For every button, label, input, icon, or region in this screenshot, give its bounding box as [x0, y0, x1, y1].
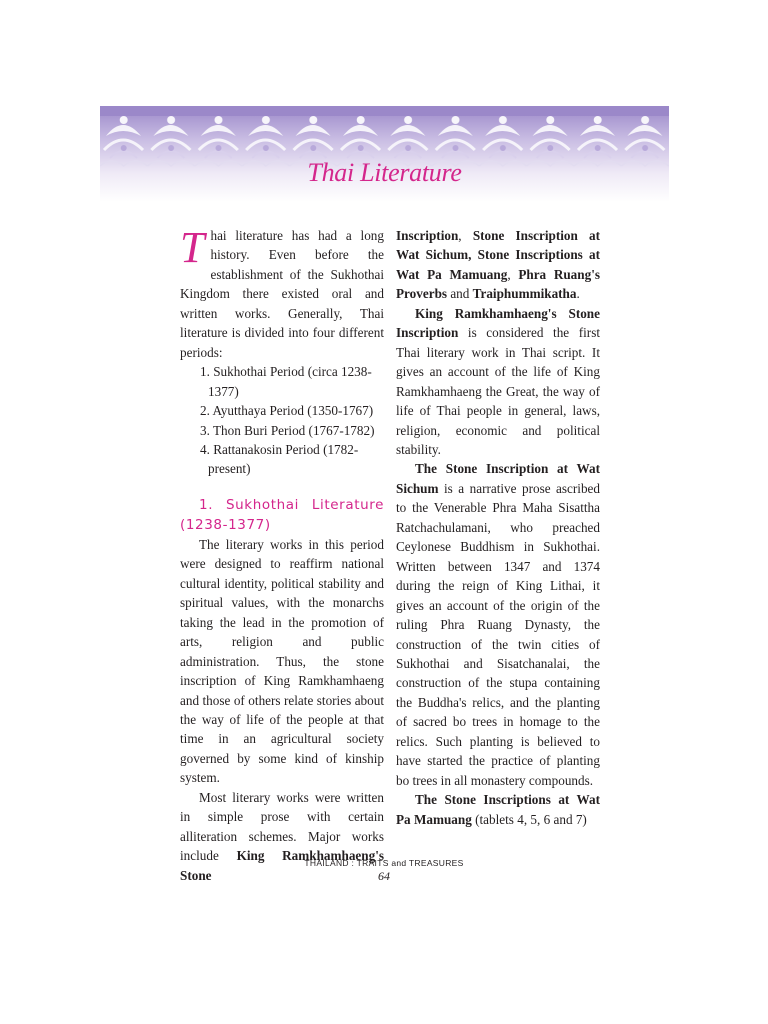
paragraph — [396, 226, 600, 304]
paragraph — [396, 790, 600, 829]
paragraph-text: , — [507, 266, 519, 282]
paragraph — [396, 459, 600, 790]
list-item: 3. Thon Buri Period (1767-1782) — [200, 422, 375, 438]
paragraph — [396, 304, 600, 460]
bold-title: The Stone Inscription at Wat Sichum — [396, 461, 600, 496]
paragraph-text: is a narrative prose ascribed to the Venerable Phra Maha Sisattha Ratchachulamani, who preached Ceylonese Buddhism in Sukhothai. Written between 1347 and 1374 during the reign of King Lithai, it gives an account of the origin of the ruling Phra Ruang Dynasty, the construction of the twin cities of Sukhothai and Sisatchanalai, the construction of the stupa containing the Buddha's relics, and the planting of sacred bo trees in homage to the relics. Such planting is believed to have started the practice of planting bo trees in all monastery compounds. — [396, 480, 600, 788]
bold-title: Phra Ruang's Proverbs — [396, 266, 601, 302]
drop-cap: T — [180, 223, 205, 272]
book-title: THAILAND : TRAITS and TREASURES — [304, 858, 464, 868]
paragraph-text: (tablets 4, 5, 6 and 7) — [471, 811, 587, 827]
bold-title: The Stone Inscriptions at Wat Pa Mamuang — [396, 792, 600, 827]
page-number: 64 — [378, 869, 390, 883]
paragraph-text: Most literary works were written in simple prose with certain alliteration schemes. Major works include — [180, 789, 384, 864]
paragraph-text: . — [576, 286, 580, 302]
bold-title: King Ramkhamhaeng's Stone — [180, 848, 384, 883]
list-item: 2. Ayutthaya Period (1350-1767) — [200, 403, 374, 419]
paragraph-text: , — [458, 228, 473, 243]
bold-title: Stone Inscription at Wat Sichum, Stone Inscriptions at Wat Pa Mamuang — [396, 228, 601, 282]
section-heading — [180, 495, 384, 535]
page-title: Thai Literature — [307, 158, 462, 187]
intro-text: hai literature has had a long history. Even before the establishment of the Sukhothai Kingdom there existed oral and written works. Generally, Thai literature is divided into four different periods: — [180, 228, 384, 360]
paragraph-text: is considered the first Thai literary work in Thai script. It gives an account of the life of King Ramkhamhaeng the Great, the way of life of Thai people in general, laws, religion, economic and political stability. — [396, 325, 600, 457]
list-item: 4. Rattanakosin Period (1782-present) — [200, 441, 359, 477]
section-heading-text: 1. Sukhothai Literature (1238-1377) — [180, 496, 384, 533]
left-column — [180, 223, 384, 885]
paragraph: The literary works in this period were designed to reaffirm national cultural identity, political stability and spiritual values, with the monarchs taking the lead in the promotion of arts, religion and public administration. Thus, the stone inscription of King Ramkhamhaeng and those of others relate stories about the way of life of the people at that time in an agricultural society governed by some kind of kinship system. — [180, 536, 384, 786]
list-item: 1. Sukhothai Period (circa 1238-1377) — [200, 364, 372, 399]
period-list — [180, 362, 384, 479]
bold-title: Traiphummikatha — [472, 286, 577, 302]
right-column — [396, 226, 600, 829]
intro-paragraph — [180, 223, 384, 362]
paragraph-text: and — [447, 286, 473, 302]
bold-title: Inscription — [396, 228, 459, 243]
bold-title: King Ramkhamhaeng's Stone Inscription — [396, 305, 600, 341]
